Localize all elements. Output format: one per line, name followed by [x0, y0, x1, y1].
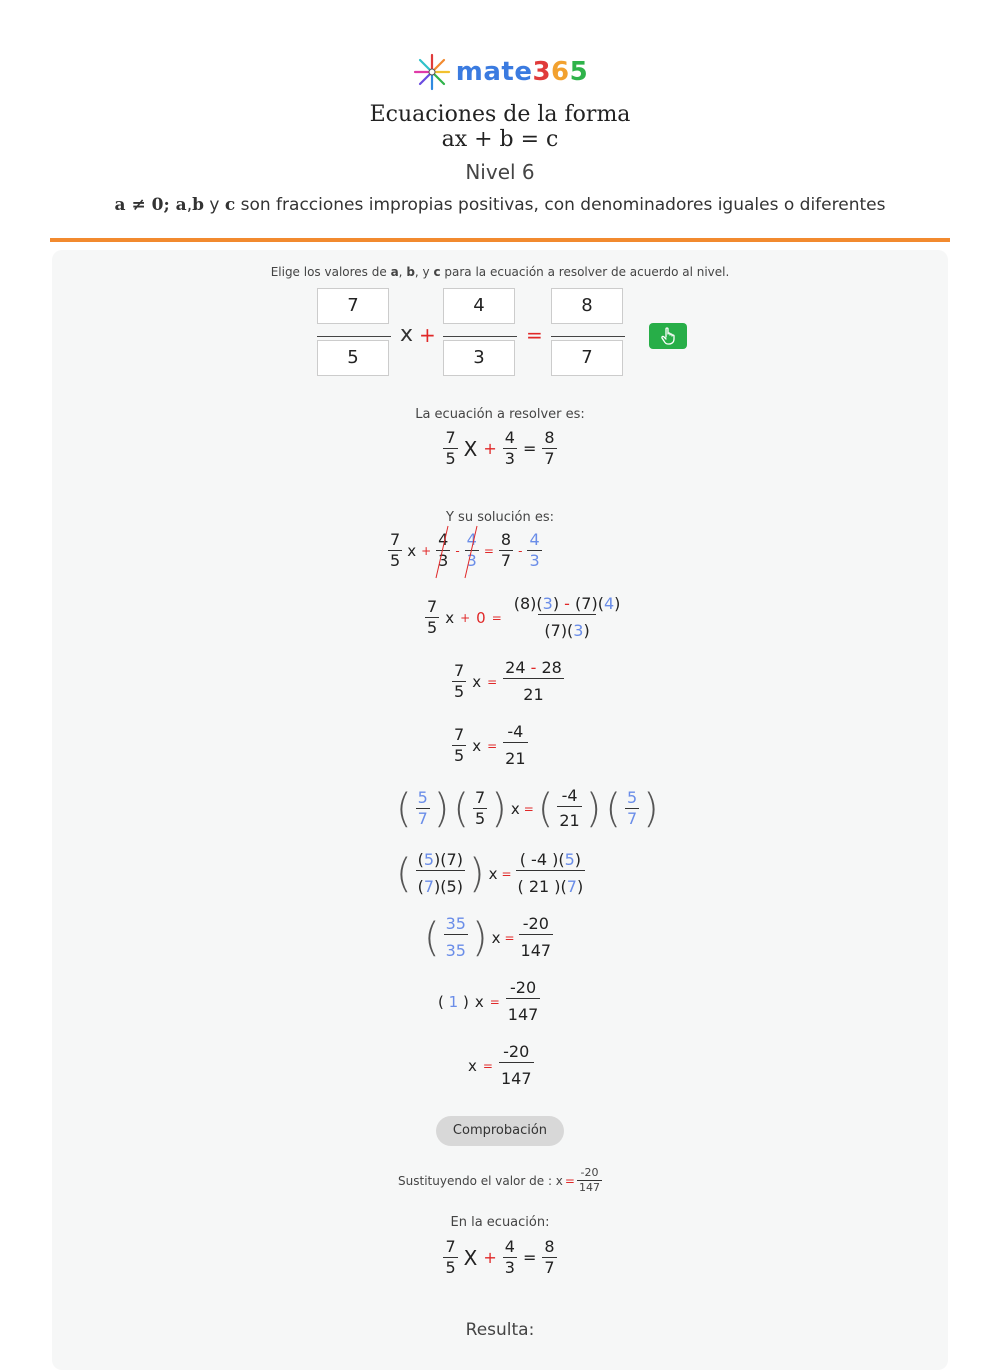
- step-9-result: [468, 1042, 534, 1089]
- logo-burst-icon: [412, 52, 452, 92]
- s1-x: x: [407, 541, 417, 560]
- s4-a-num: 7: [454, 725, 465, 744]
- s8-open: (: [438, 992, 444, 1011]
- title-line-1: Ecuaciones de la forma: [369, 102, 631, 127]
- subst-text: Sustituyendo el valor de : x: [398, 1173, 563, 1188]
- s5-inverse-fraction: [416, 788, 430, 829]
- s3-n-a: 24: [505, 658, 526, 677]
- s4-num: -4: [507, 722, 524, 741]
- s6-rd: [516, 870, 586, 897]
- s5-equals: =: [523, 801, 534, 816]
- level-label: Nivel 6: [465, 160, 535, 184]
- ck-c-num: 8: [544, 1237, 555, 1256]
- paren-open: (: [396, 850, 412, 897]
- desc-comma: ,: [186, 195, 193, 215]
- c-denominator-input[interactable]: 7: [551, 340, 623, 376]
- s2-num: [508, 594, 627, 614]
- subst-fraction: [577, 1166, 602, 1195]
- s2-a-den: 5: [427, 618, 438, 637]
- s8-close: ): [462, 992, 469, 1011]
- s1-rb-num: 4: [529, 530, 540, 549]
- check-equation-display: [0, 1237, 1000, 1278]
- cancel-slash-icon: [434, 524, 452, 580]
- s5-x: x: [510, 799, 520, 818]
- ck-plus: +: [483, 1248, 497, 1267]
- title-line-2: ax + b = c: [441, 127, 559, 152]
- ck-equals: =: [522, 1248, 537, 1267]
- step-1: [388, 530, 542, 571]
- s7-fraction: [519, 914, 554, 961]
- s6-rd-c: ): [576, 877, 584, 896]
- hand-pointer-icon: [659, 327, 677, 345]
- s3-den: 21: [503, 678, 564, 705]
- s2-zero: 0: [476, 608, 486, 627]
- s2-n-d: (7)(: [575, 594, 604, 613]
- s9-num: -20: [503, 1042, 530, 1061]
- s2-d-a: (7)(: [544, 621, 574, 640]
- s2-plus: +: [460, 610, 471, 625]
- s1-minus-2: -: [518, 543, 523, 558]
- s6-ld-c: )(5): [434, 877, 463, 896]
- paren-open: (: [396, 785, 412, 832]
- s2-x: x: [445, 608, 455, 627]
- s5-inv-num-2: 5: [626, 788, 638, 807]
- s4-a-fraction: [452, 725, 466, 766]
- s6-left-fraction: [416, 850, 465, 897]
- s2-d-c: ): [583, 621, 590, 640]
- a-denominator-input[interactable]: 5: [317, 340, 389, 376]
- s8-x: x: [474, 992, 484, 1011]
- cancel-slash-icon: [463, 524, 481, 580]
- s6-ld: [416, 870, 465, 897]
- s2-n-b: 3: [542, 594, 553, 613]
- s1-b-den: 3: [438, 551, 449, 570]
- s6-rd-b: 7: [566, 877, 577, 896]
- s6-rn-c: ): [574, 850, 582, 869]
- step-8: [438, 978, 540, 1025]
- s9-x: x: [468, 1056, 477, 1075]
- step-7: [424, 914, 553, 961]
- eq-c-den: 7: [544, 449, 555, 468]
- s3-a-num: 7: [454, 661, 465, 680]
- eq-b-den: 3: [504, 449, 515, 468]
- eq-c-num: 8: [544, 428, 555, 447]
- subst-num: -20: [580, 1166, 599, 1179]
- instr-sep2: , y: [414, 265, 434, 279]
- instruction-text: [0, 265, 1000, 279]
- level-description: [0, 195, 1000, 215]
- input-equals: =: [526, 323, 543, 347]
- s6-ln: [416, 850, 465, 870]
- step-3: [452, 658, 564, 705]
- s6-right-fraction: [516, 850, 586, 897]
- equation-display: [0, 428, 1000, 469]
- input-plus: +: [419, 323, 436, 347]
- ck-c-fraction: [542, 1237, 556, 1278]
- step-4: [452, 722, 528, 769]
- s4-x: x: [472, 736, 482, 755]
- s3-num: [503, 658, 564, 678]
- a-numerator-input[interactable]: 7: [317, 288, 389, 324]
- s2-n-f: ): [614, 594, 621, 613]
- s6-rn-b: 5: [564, 850, 575, 869]
- s7-ld: 35: [444, 934, 468, 961]
- paren-open: (: [453, 785, 470, 832]
- s1-b-fraction-cancelled: [436, 530, 450, 571]
- s3-a-den: 5: [454, 682, 465, 701]
- paren-close: ): [491, 785, 507, 832]
- eq-b-fraction: [503, 428, 517, 469]
- paren-close: ): [585, 785, 602, 832]
- s7-den: 147: [519, 934, 554, 961]
- s7-num: -20: [522, 914, 549, 933]
- step-2: [425, 594, 626, 641]
- s4-fraction: [503, 722, 527, 769]
- s2-d-b: 3: [573, 621, 584, 640]
- s5-fraction: [557, 786, 581, 831]
- instr-sep1: ,: [398, 265, 407, 279]
- eq-a-num: 7: [445, 428, 456, 447]
- s1-plus: +: [421, 543, 432, 558]
- s2-den: [538, 614, 595, 641]
- s7-ln: 35: [445, 914, 466, 933]
- s1-c-den: 7: [500, 551, 512, 570]
- s4-a-den: 5: [454, 746, 465, 765]
- s5-inv-den-2: 7: [626, 809, 638, 828]
- s5-a-den: 5: [475, 809, 486, 828]
- ck-a-fraction: [443, 1237, 457, 1278]
- ck-x: X: [463, 1245, 478, 1270]
- s2-a-fraction: [425, 597, 439, 638]
- subst-den: 147: [578, 1181, 600, 1194]
- s5-inverse-fraction-2: [625, 788, 639, 829]
- paren-close: ): [643, 785, 659, 832]
- eq-b-num: 4: [504, 428, 515, 447]
- solution-label: Y su solución es:: [445, 510, 555, 525]
- subst-equals: =: [564, 1173, 575, 1188]
- s1-minus: -: [455, 543, 460, 558]
- eq-plus: +: [483, 439, 497, 458]
- c-numerator-input[interactable]: 8: [551, 288, 623, 324]
- desc-condition: a ≠ 0; a: [114, 195, 187, 215]
- desc-b: b: [192, 195, 204, 215]
- s4-equals: =: [487, 738, 498, 753]
- s6-ln-b: 5: [423, 850, 435, 869]
- s2-n-a: (8)(: [513, 594, 543, 613]
- solve-button[interactable]: [649, 323, 687, 349]
- s9-den: 147: [499, 1062, 534, 1089]
- s2-n-e: 4: [603, 594, 615, 613]
- step-5: [396, 786, 659, 831]
- check-button[interactable]: Comprobación: [436, 1116, 564, 1146]
- s5-den: 21: [557, 806, 581, 831]
- instr-end: para la ecuación a resolver de acuerdo al nivel.: [440, 265, 730, 279]
- brand-logo: [0, 52, 1000, 92]
- s1-c-fraction: [499, 530, 513, 571]
- eq-c-fraction: [542, 428, 556, 469]
- s1-b-fraction-opposite: [465, 530, 479, 571]
- s6-x: x: [488, 864, 498, 883]
- s9-equals: =: [482, 1058, 493, 1073]
- instr-kb: b: [406, 265, 415, 279]
- s8-num: -20: [509, 978, 537, 997]
- s6-ld-a: (: [417, 877, 424, 896]
- substitution-line: [0, 1166, 1000, 1195]
- ck-a-den: 5: [445, 1258, 456, 1277]
- instr-kc: c: [433, 265, 441, 279]
- step-6: [396, 850, 585, 897]
- b-fraction-bar: [443, 336, 517, 337]
- equation-label: La ecuación a resolver es:: [415, 407, 585, 422]
- logo-text: mate365: [455, 57, 589, 87]
- s8-den: 147: [506, 998, 541, 1025]
- s2-fraction: [508, 594, 627, 641]
- s5-num: -4: [561, 786, 578, 805]
- s8-one-value: 1: [448, 992, 459, 1011]
- s5-inv-den: 7: [417, 809, 428, 828]
- in-equation-label: En la ecuación:: [450, 1215, 550, 1230]
- s8-one: [438, 993, 469, 1011]
- s3-a-fraction: [452, 661, 466, 702]
- b-numerator-input[interactable]: 4: [443, 288, 515, 324]
- paren-open: (: [605, 785, 621, 832]
- s1-ob-num: 4: [466, 530, 477, 549]
- s1-a-den: 5: [390, 551, 401, 570]
- s4-den: 21: [503, 742, 527, 769]
- s3-x: x: [472, 672, 482, 691]
- s7-equals: =: [504, 930, 515, 945]
- s1-b-num: 4: [438, 530, 449, 549]
- s5-inv-num: 5: [417, 788, 428, 807]
- divider-orange: [50, 238, 950, 242]
- s3-n-minus: -: [525, 658, 542, 677]
- s1-b-fraction-right: [527, 530, 541, 571]
- instr-ka: a: [390, 265, 399, 279]
- s6-ln-a: (: [417, 850, 424, 869]
- paren-close: ): [433, 785, 450, 832]
- desc-y: y: [203, 195, 225, 215]
- result-label: Resulta:: [465, 1320, 535, 1340]
- s8-equals: =: [489, 994, 500, 1009]
- ck-b-num: 4: [504, 1237, 515, 1256]
- s8-fraction: [506, 978, 541, 1025]
- s3-n-b: 28: [541, 658, 562, 677]
- instr-a: Elige los valores de: [270, 265, 391, 279]
- ck-b-den: 3: [504, 1258, 515, 1277]
- paren-open: (: [424, 914, 440, 961]
- ck-a-num: 7: [445, 1237, 456, 1256]
- s7-left-fraction: [444, 914, 468, 961]
- s6-ld-b: 7: [423, 877, 435, 896]
- s3-equals: =: [487, 674, 498, 689]
- s2-a-num: 7: [427, 597, 438, 616]
- eq-a-den: 5: [445, 449, 456, 468]
- s7-x: x: [491, 928, 501, 947]
- s5-a-num: 7: [475, 788, 486, 807]
- s6-rd-a: ( 21 )(: [517, 877, 567, 896]
- eq-x: X: [463, 436, 478, 461]
- s1-ob-den: 3: [466, 551, 477, 570]
- s6-rn-a: ( -4 )(: [519, 850, 565, 869]
- s6-ln-c: )(7): [434, 850, 463, 869]
- c-fraction-bar: [551, 336, 625, 337]
- s2-equals: =: [491, 610, 502, 625]
- s9-fraction: [499, 1042, 534, 1089]
- paren-close: ): [471, 914, 488, 961]
- s6-rn: [518, 850, 583, 870]
- s1-a-num: 7: [390, 530, 401, 549]
- s1-equals: =: [483, 543, 494, 558]
- input-x: x: [400, 322, 414, 347]
- eq-equals: =: [522, 439, 537, 458]
- s2-n-c: ): [552, 594, 560, 613]
- desc-c: c: [224, 195, 236, 215]
- s1-a-fraction: [388, 530, 402, 571]
- a-fraction-bar: [317, 336, 391, 337]
- paren-open: (: [537, 785, 554, 832]
- s2-n-minus: -: [559, 594, 576, 613]
- s1-rb-den: 3: [529, 551, 540, 570]
- paren-close: ): [468, 850, 485, 897]
- ck-c-den: 7: [544, 1258, 555, 1277]
- b-denominator-input[interactable]: 3: [443, 340, 515, 376]
- s5-a-fraction: [473, 788, 487, 829]
- s3-fraction: [503, 658, 564, 705]
- desc-rest: son fracciones impropias positivas, con denominadores iguales o diferentes: [235, 195, 886, 215]
- ck-b-fraction: [503, 1237, 517, 1278]
- s1-c-num: 8: [500, 530, 512, 549]
- s6-equals: =: [501, 866, 512, 881]
- eq-a-fraction: [443, 428, 457, 469]
- page-title: [0, 102, 1000, 152]
